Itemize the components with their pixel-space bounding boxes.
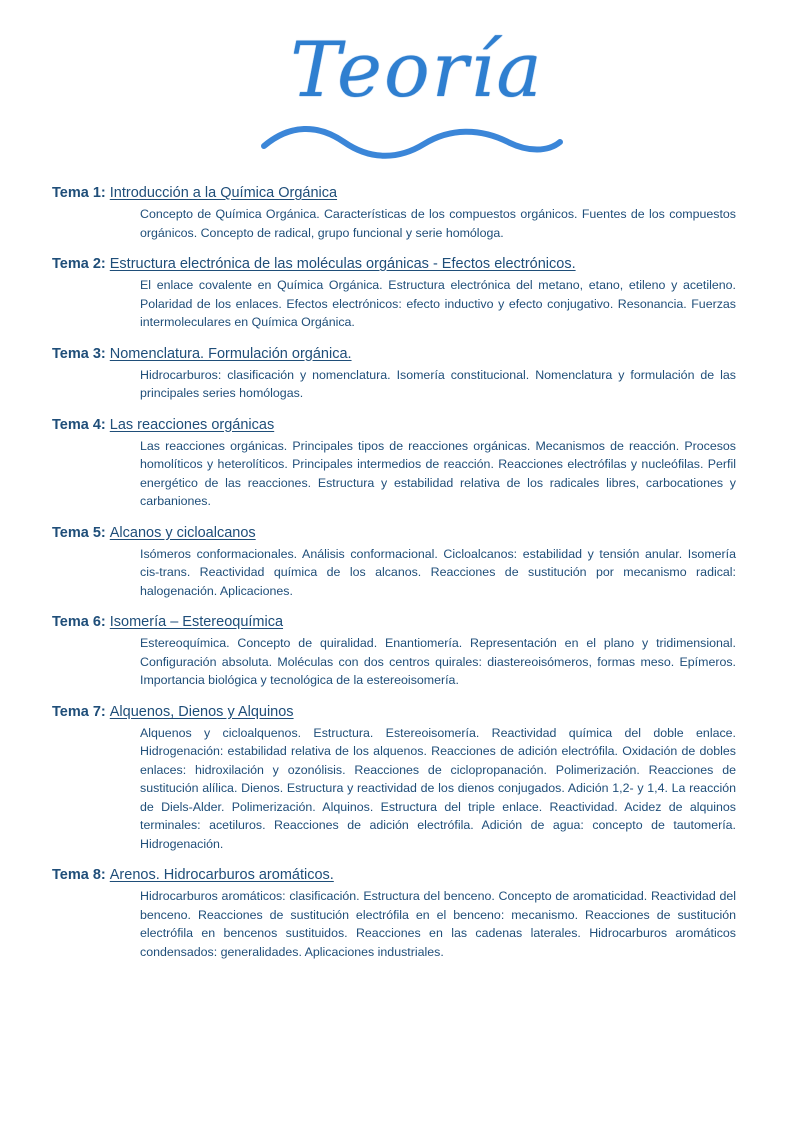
topic-label: Tema 2: — [52, 256, 106, 272]
topic-heading — [52, 703, 742, 722]
topic-description: Concepto de Química Orgánica. Características de los compuestos orgánicos. Fuentes de los compuestos orgánicos. Concepto de radical, grupo funcional y serie homóloga. — [140, 207, 736, 240]
topic-description: El enlace covalente en Química Orgánica. Estructura electrónica del metano, etano, etileno y acetileno. Polaridad de los enlaces. Efectos electrónicos: efecto inductivo y efecto conjugativo. Resonancia. Fuerzas intermoleculares en Química Orgánica. — [140, 278, 736, 329]
topic-heading — [52, 613, 742, 632]
wavy-underline-icon — [260, 116, 570, 162]
topic-label: Tema 1: — [52, 185, 106, 201]
topic-description: Estereoquímica. Concepto de quiralidad. Enantiomería. Representación en el plano y tridimensional. Configuración absoluta. Moléculas con dos centros quirales: diastereoisómeros, formas meso. Epímeros. Importancia biológica y tecnológica de la estereoisomería. — [140, 636, 736, 687]
topic-item — [52, 613, 742, 690]
topic-title: Las reacciones orgánicas — [109, 416, 275, 433]
topic-item — [52, 416, 742, 511]
topic-item — [52, 866, 742, 961]
topic-description: Isómeros conformacionales. Análisis conformacional. Cicloalcanos: estabilidad y tensión anular. Isomería cis-trans. Reactividad química de los alcanos. Reacciones de sustitución por mecanismo radical: halogenación. Aplicaciones. — [140, 546, 736, 598]
topic-heading — [52, 255, 742, 274]
topic-label: Tema 8: — [52, 867, 106, 883]
topic-label: Tema 4: — [52, 416, 106, 433]
topic-title: Arenos. Hidrocarburos aromáticos. — [109, 867, 334, 883]
topic-item — [52, 524, 742, 601]
topic-description: Las reacciones orgánicas. Principales tipos de reacciones orgánicas. Mecanismos de reacción. Procesos homolíticos y heterolíticos. Principales intermedios de reacción. Reacciones electrófilas y nucleófilas. Perfil energético de las reacciones. Estructura y estabilidad relativa de los radicales libres, carbocationes y carbaniones. — [140, 438, 736, 508]
topic-title: Introducción a la Química Orgánica — [109, 185, 338, 201]
topic-description: Hidrocarburos aromáticos: clasificación. Estructura del benceno. Concepto de aromaticidad. Reactividad del benceno. Reacciones de sustitución electrófila en el benceno: mecanismo. Reacciones de sustitución electrófila en bencenos sustituidos. Reacciones en las cadenas laterales. Hidrocarburos aromáticos condensados: generalidades. Aplicaciones industriales. — [140, 889, 736, 959]
topic-title: Estructura electrónica de las moléculas orgánicas - Efectos electrónicos. — [109, 256, 576, 272]
topic-label: Tema 7: — [52, 703, 106, 720]
topic-label: Tema 6: — [52, 614, 106, 630]
topic-heading — [52, 866, 742, 885]
teoria-logo — [252, 18, 582, 168]
document-header — [52, 0, 742, 180]
topic-item — [52, 345, 742, 403]
topics-list — [52, 184, 742, 961]
topic-label: Tema 5: — [52, 524, 106, 541]
topic-item — [52, 255, 742, 332]
topic-item — [52, 703, 742, 854]
logo-text: Teoría — [290, 25, 544, 114]
topic-description: Alquenos y cicloalquenos. Estructura. Estereoisomería. Reactividad química del doble enlace. Hidrogenación: estabilidad relativa de los alquenos. Reacciones de adición electrófila. Oxidación de dobles enlaces: hidroxilación y ozonólisis. Reacciones de ciclopropanación. Polimerización. Reacciones de sustitución alílica. Dienos. Estructura y reactividad de los dienos conjugados. Adición 1,2- y 1,4. La reacción de Diels-Alder. Polimerización. Alquinos. Estructura del triple enlace. Reactividad. Acidez de alquinos terminales: acetiluros. Reacciones de adición electrófila. Adición de agua: concepto de tautomería. Hidrogenación. — [140, 725, 736, 851]
topic-label: Tema 3: — [52, 345, 106, 362]
topic-heading — [52, 184, 742, 203]
topic-title: Nomenclatura. Formulación orgánica. — [109, 345, 352, 362]
topic-item — [52, 184, 742, 242]
topic-title: Isomería – Estereoquímica — [109, 614, 284, 630]
topic-heading — [52, 345, 742, 364]
topic-title: Alquenos, Dienos y Alquinos — [109, 703, 294, 720]
topic-title: Alcanos y cicloalcanos — [109, 524, 256, 541]
topic-heading — [52, 524, 742, 543]
topic-description: Hidrocarburos: clasificación y nomenclatura. Isomería constitucional. Nomenclatura y formulación de las principales series homólogas. — [140, 367, 736, 400]
topic-heading — [52, 416, 742, 435]
